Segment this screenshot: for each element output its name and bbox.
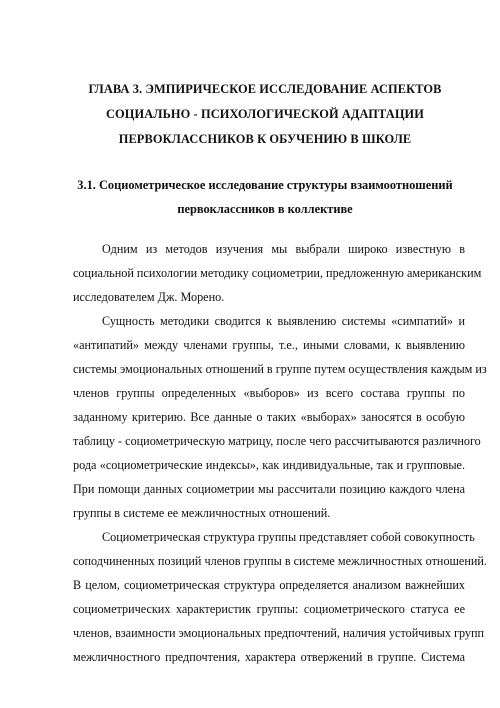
section-title [60, 173, 470, 221]
text-line: социальной психологии методику социометрии, предложенную американским [73, 266, 482, 280]
text-line: В целом, социометрическая структура определяется анализом важнейших [73, 578, 465, 592]
text-line: членов, взаимности эмоциональных предпочтений, наличия устойчивых групп [73, 626, 485, 640]
text-line: При помощи данных социометрии мы рассчитали позицию каждого члена [73, 482, 465, 496]
text-line: системы эмоциональных отношений в группе путем осуществления каждым из [73, 362, 487, 376]
body-text [73, 237, 487, 669]
text-line: рода «социометрические индексы», как индивидуальные, так и групповые. [73, 458, 465, 472]
section-title-line: первоклассников в коллективе [177, 202, 353, 216]
text-line: Социометрическая структура группы представляет собой совокупность [102, 530, 475, 544]
text-line: Сущность методики сводится к выявлению системы «симпатий» и [102, 314, 465, 328]
chapter-title-line: ГЛАВА 3. ЭМПИРИЧЕСКОЕ ИССЛЕДОВАНИЕ АСПЕКТОВ [88, 82, 442, 96]
text-line: «антипатий» между членами группы, т.е., иными словами, к выявлению [73, 338, 465, 352]
section-title-line: 3.1. Социометрическое исследование структуры взаимоотношений [77, 178, 453, 192]
text-line: заданному критерию. Все данные о таких «выборах» заносятся в особую [73, 410, 465, 424]
text-line: членов группы определенных «выборов» из всего состава группы по [73, 386, 465, 400]
text-line: Одним из методов изучения мы выбрали широко известную в [102, 242, 465, 256]
text-line: социометрических характеристик группы: социометрического статуса ее [73, 602, 465, 616]
text-line: группы в системе ее межличностных отношений. [73, 506, 331, 520]
chapter-title [60, 77, 470, 152]
text-line: исследователем Дж. Морено. [73, 290, 225, 304]
chapter-title-line: СОЦИАЛЬНО - ПСИХОЛОГИЧЕСКОЙ АДАПТАЦИИ [105, 107, 425, 121]
chapter-title-line: ПЕРВОКЛАССНИКОВ К ОБУЧЕНИЮ В ШКОЛЕ [118, 132, 412, 146]
text-line: соподчиненных позиций членов группы в системе межличностных отношений. [73, 554, 487, 568]
text-line: межличностного предпочтения, характера отвержений в группе. Система [73, 650, 465, 664]
text-line: таблицу - социометрическую матрицу, после чего рассчитываются различного [73, 434, 481, 448]
